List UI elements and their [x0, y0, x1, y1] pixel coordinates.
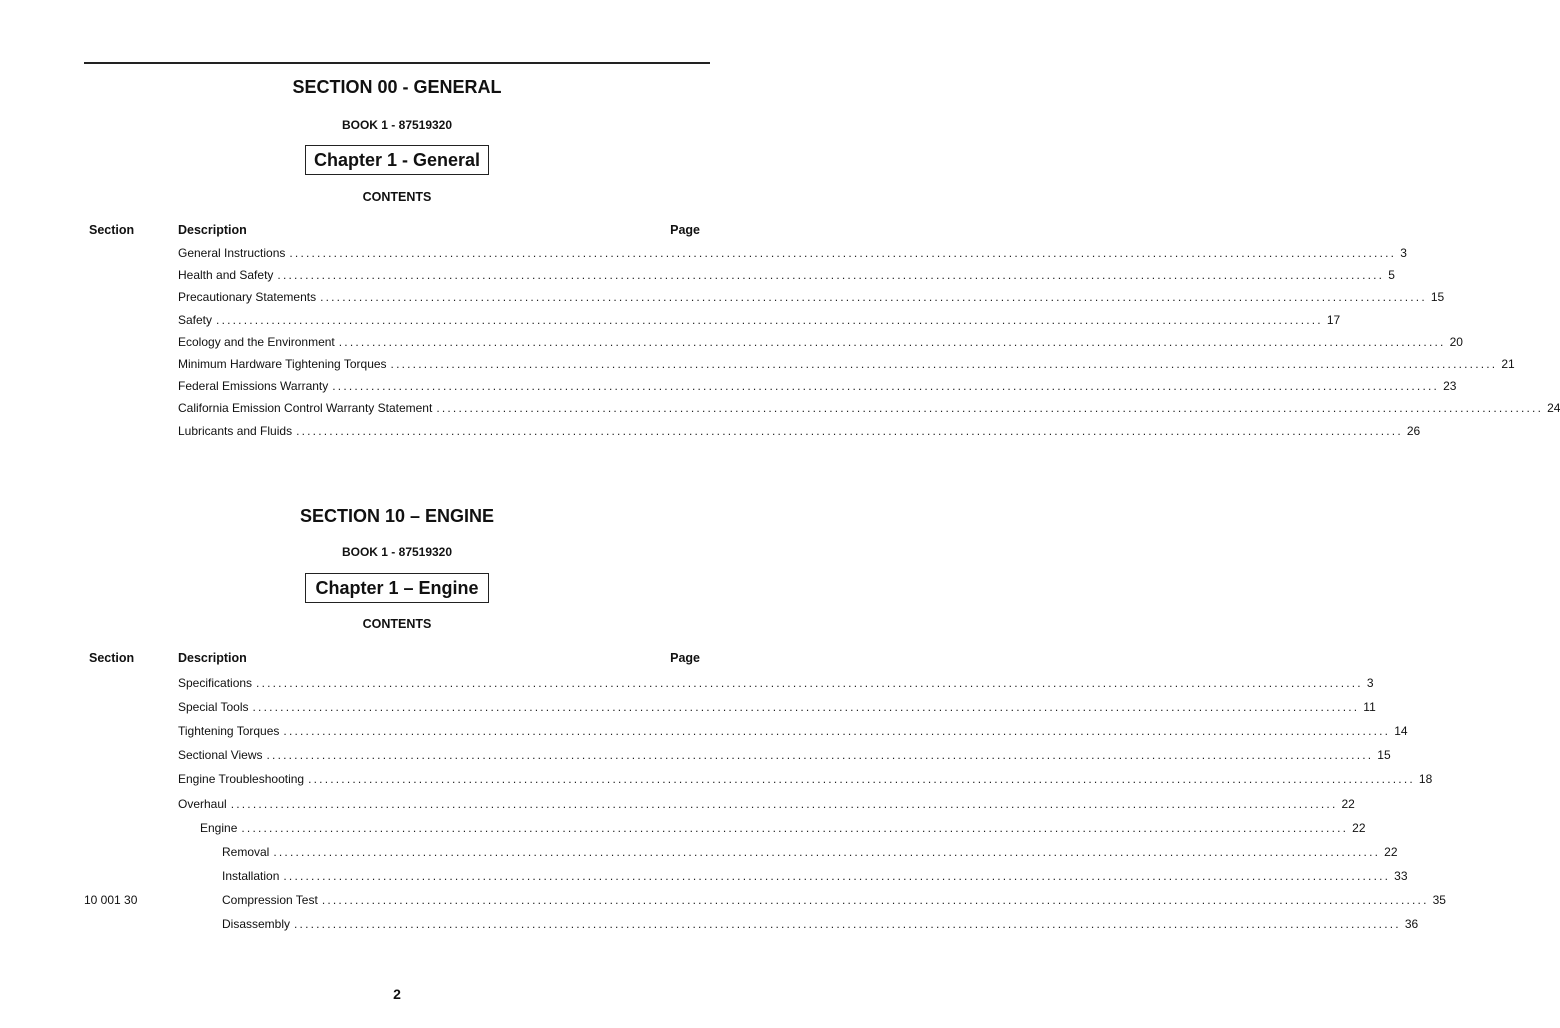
toc-row	[178, 747, 1391, 763]
toc-row	[178, 771, 1433, 787]
toc-leader-dots: ........................................................................................................................................................................................................	[296, 423, 1403, 438]
toc-leader-dots: ........................................................................................................................................................................................................	[436, 401, 1544, 416]
toc-leader-dots: ........................................................................................................................................................................................................	[294, 917, 1401, 931]
section-10-book: BOOK 1 - 87519320	[341, 545, 453, 559]
toc-row	[178, 334, 1463, 350]
toc-leader-dots: ........................................................................................................................................................................................................	[320, 290, 1427, 305]
toc-row	[178, 699, 1376, 715]
toc-entry-label: Health and Safety	[178, 268, 274, 283]
section-00-col-description: Description	[178, 223, 247, 237]
toc-entry-label: Overhaul	[178, 796, 227, 811]
toc-leader-dots: ........................................................................................................................................................................................................	[256, 676, 1363, 690]
section-10-col-page: Page	[670, 651, 700, 665]
toc-row	[222, 916, 1419, 932]
toc-row	[178, 378, 1457, 394]
toc-row	[178, 312, 1341, 328]
toc-leader-dots: ........................................................................................................................................................................................................	[308, 772, 1415, 787]
toc-leader-dots: ........................................................................................................................................................................................................	[332, 379, 1440, 394]
toc-entry-label: California Emission Control Warranty Statement	[178, 401, 433, 416]
toc-row	[178, 356, 1515, 372]
section-10-chapter-title: Chapter 1 – Engine	[315, 578, 479, 598]
toc-entry-label: Special Tools	[178, 700, 249, 715]
section-10-col-section: Section	[89, 651, 135, 665]
toc-entry-page: 3	[1400, 246, 1407, 260]
toc-entry-page: 14	[1394, 724, 1408, 739]
toc-row	[200, 820, 1366, 836]
toc-section-code: 10 001 30	[84, 892, 138, 907]
toc-entry-label: Lubricants and Fluids	[178, 423, 293, 438]
toc-entry-label: Precautionary Statements	[178, 290, 317, 305]
toc-row	[178, 723, 1408, 739]
toc-row	[222, 844, 1398, 860]
toc-entry-label: Removal	[222, 844, 270, 859]
toc-entry-label: Engine	[200, 820, 238, 835]
toc-entry-page: 33	[1394, 868, 1408, 883]
toc-entry-page: 3	[1366, 676, 1374, 690]
toc-entry-label: Federal Emissions Warranty	[178, 379, 329, 394]
toc-leader-dots: ........................................................................................................................................................................................................	[283, 724, 1391, 739]
toc-entry-label: Engine Troubleshooting	[178, 772, 305, 787]
toc-entry-label: General Instructions	[178, 246, 286, 260]
toc-leader-dots: ........................................................................................................................................................................................................	[241, 820, 1349, 835]
toc-leader-dots: ........................................................................................................................................................................................................	[277, 268, 1385, 283]
page-number: 2	[393, 986, 401, 1002]
toc-entry-page: 26	[1406, 423, 1421, 438]
toc-leader-dots: ........................................................................................................................................................................................................	[266, 748, 1374, 763]
toc-row	[178, 289, 1445, 305]
toc-entry-page: 18	[1418, 772, 1433, 787]
section-00-book: BOOK 1 - 87519320	[341, 118, 453, 132]
toc-entry-label: Safety	[178, 312, 213, 327]
toc-leader-dots: ........................................................................................................................................................................................................	[338, 334, 1446, 349]
section-00-chapter-title: Chapter 1 - General	[313, 150, 481, 170]
toc-leader-dots: ........................................................................................................................................................................................................	[289, 246, 1397, 260]
toc-entry-page: 15	[1377, 748, 1391, 763]
section-10-title: SECTION 10 – ENGINE	[299, 506, 495, 526]
toc-leader-dots: ........................................................................................................................................................................................................	[390, 357, 1498, 371]
section-10-col-description: Description	[178, 651, 247, 665]
toc-row	[178, 796, 1355, 812]
toc-entry-label: Specifications	[178, 676, 253, 690]
toc-leader-dots: ........................................................................................................................................................................................................	[230, 796, 1338, 811]
toc-entry-page: 21	[1501, 357, 1515, 371]
toc-entry-label: Installation	[222, 868, 280, 883]
toc-entry-page: 23	[1443, 379, 1457, 394]
toc-entry-page: 22	[1341, 796, 1355, 811]
section-00-contents-heading: CONTENTS	[362, 190, 432, 204]
section-00-title: SECTION 00 - GENERAL	[292, 77, 502, 97]
toc-entry-page: 22	[1352, 820, 1366, 835]
toc-row	[178, 267, 1395, 283]
toc-entry-page: 36	[1404, 917, 1419, 931]
toc-entry-page: 24	[1547, 401, 1560, 416]
toc-leader-dots: ........................................................................................................................................................................................................	[216, 312, 1323, 327]
toc-entry-page: 22	[1384, 844, 1398, 859]
toc-leader-dots: ........................................................................................................................................................................................................	[321, 892, 1429, 907]
section-10-contents-heading: CONTENTS	[362, 617, 432, 631]
toc-row	[222, 892, 1446, 908]
toc-leader-dots: ........................................................................................................................................................................................................	[273, 844, 1381, 859]
toc-entry-label: Minimum Hardware Tightening Torques	[178, 357, 387, 371]
toc-entry-page: 11	[1363, 700, 1376, 715]
toc-row	[178, 423, 1421, 439]
toc-row	[222, 868, 1408, 884]
section-10-chapter-box	[305, 573, 489, 603]
toc-entry-label: Tightening Torques	[178, 724, 280, 739]
toc-entry-label: Compression Test	[222, 892, 318, 907]
toc-entry-page: 35	[1432, 892, 1446, 907]
toc-entry-label: Sectional Views	[178, 748, 263, 763]
toc-entry-label: Ecology and the Environment	[178, 334, 335, 349]
toc-entry-page: 5	[1388, 268, 1395, 283]
section-00-chapter-box	[305, 145, 489, 175]
toc-row	[178, 675, 1374, 691]
toc-row	[178, 400, 1560, 416]
toc-entry-page: 15	[1430, 290, 1445, 305]
top-rule	[84, 62, 710, 64]
toc-entry-page: 20	[1449, 334, 1463, 349]
toc-leader-dots: ........................................................................................................................................................................................................	[252, 700, 1360, 715]
toc-entry-label: Disassembly	[222, 917, 291, 931]
toc-leader-dots: ........................................................................................................................................................................................................	[283, 868, 1391, 883]
section-00-col-section: Section	[89, 223, 135, 237]
section-00-col-page: Page	[670, 223, 700, 237]
toc-entry-page: 17	[1326, 312, 1341, 327]
toc-row	[178, 245, 1407, 261]
